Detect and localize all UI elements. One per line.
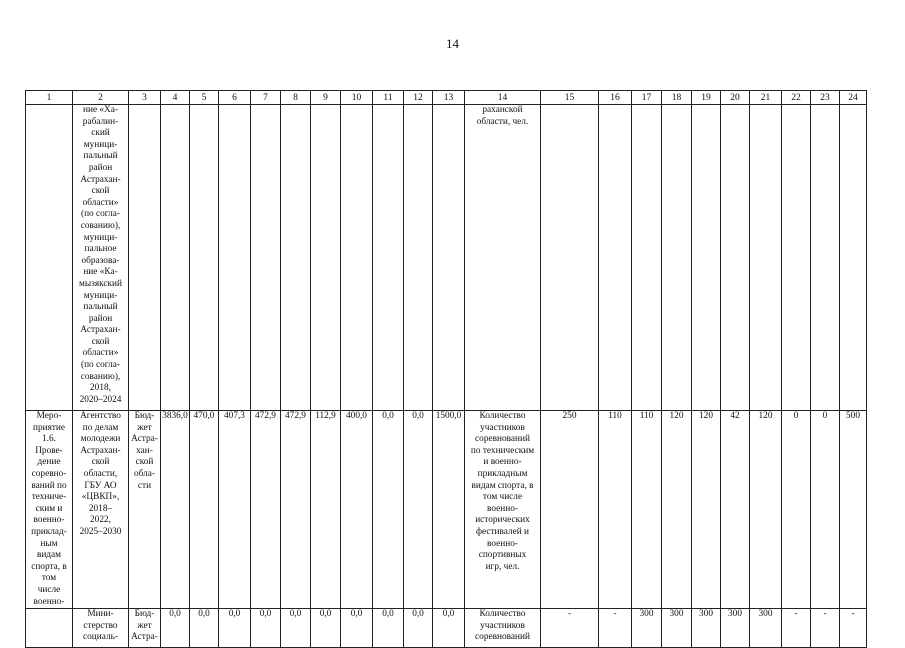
- column-header: 5: [190, 91, 219, 105]
- column-header: 9: [311, 91, 341, 105]
- target-cell: -: [811, 609, 840, 648]
- value-cell: 472,9: [281, 411, 311, 609]
- target-cell: -: [782, 609, 811, 648]
- target-cell: 300: [662, 609, 692, 648]
- column-header: 20: [721, 91, 750, 105]
- target-cell: 0: [811, 411, 840, 609]
- value-cell: 400,0: [341, 411, 373, 609]
- value-cell: 0,0: [404, 609, 433, 648]
- target-cell: [541, 105, 599, 411]
- table-row: [26, 411, 867, 609]
- value-cell: [311, 105, 341, 411]
- column-header: 21: [750, 91, 782, 105]
- source-cell: Бюд- жет Астра- хан- ской обла- сти: [129, 411, 161, 609]
- column-header: 13: [433, 91, 465, 105]
- target-cell: [840, 105, 867, 411]
- source-cell: [129, 105, 161, 411]
- target-cell: -: [840, 609, 867, 648]
- activity-cell: [26, 105, 73, 411]
- value-cell: [281, 105, 311, 411]
- value-cell: 0,0: [404, 411, 433, 609]
- target-cell: 0: [782, 411, 811, 609]
- value-cell: 0,0: [219, 609, 251, 648]
- column-header: 11: [373, 91, 404, 105]
- column-header: 4: [161, 91, 190, 105]
- column-header: 22: [782, 91, 811, 105]
- activity-cell: [26, 609, 73, 648]
- column-header: 3: [129, 91, 161, 105]
- column-header: 19: [692, 91, 721, 105]
- target-cell: 300: [632, 609, 662, 648]
- target-cell: 120: [662, 411, 692, 609]
- table-row: [26, 105, 867, 411]
- target-cell: [782, 105, 811, 411]
- column-header: 7: [251, 91, 281, 105]
- executor-cell: ние «Ха- рабалин- ский муници- пальный район Астрахан- ской области» (по согла- сованию), муници- пальное образова- ние «Ка- мызякский муници- пальный район Астрахан- ской области» (по согла- сованию), 2018, 2020–2024: [73, 105, 129, 411]
- value-cell: 0,0: [281, 609, 311, 648]
- target-cell: 300: [721, 609, 750, 648]
- target-cell: [692, 105, 721, 411]
- target-cell: 500: [840, 411, 867, 609]
- target-cell: [721, 105, 750, 411]
- header-row: [26, 91, 867, 105]
- source-cell: Бюд- жет Астра-: [129, 609, 161, 648]
- data-table: [25, 90, 867, 648]
- column-header: 16: [599, 91, 632, 105]
- value-cell: 0,0: [161, 609, 190, 648]
- indicator-cell: Количество участников соревнований по техническим и военно- прикладным видам спорта, в том числе военно- исторических фестивалей и военно- спортивных игр, чел.: [465, 411, 541, 609]
- value-cell: [373, 105, 404, 411]
- value-cell: [404, 105, 433, 411]
- value-cell: [341, 105, 373, 411]
- value-cell: [161, 105, 190, 411]
- value-cell: 1500,0: [433, 411, 465, 609]
- value-cell: 112,9: [311, 411, 341, 609]
- value-cell: [433, 105, 465, 411]
- target-cell: [811, 105, 840, 411]
- target-cell: [599, 105, 632, 411]
- target-cell: [750, 105, 782, 411]
- target-cell: 300: [750, 609, 782, 648]
- column-header: 6: [219, 91, 251, 105]
- indicator-cell: Количество участников соревнований: [465, 609, 541, 648]
- column-header: 15: [541, 91, 599, 105]
- column-header: 8: [281, 91, 311, 105]
- value-cell: 0,0: [251, 609, 281, 648]
- value-cell: 0,0: [433, 609, 465, 648]
- target-cell: [662, 105, 692, 411]
- column-header: 17: [632, 91, 662, 105]
- value-cell: 472,9: [251, 411, 281, 609]
- executor-cell: Мини- стерство социаль-: [73, 609, 129, 648]
- value-cell: 470,0: [190, 411, 219, 609]
- value-cell: [190, 105, 219, 411]
- target-cell: -: [599, 609, 632, 648]
- value-cell: 0,0: [341, 609, 373, 648]
- column-header: 10: [341, 91, 373, 105]
- value-cell: 0,0: [190, 609, 219, 648]
- value-cell: [251, 105, 281, 411]
- target-cell: 120: [692, 411, 721, 609]
- table-row: [26, 609, 867, 648]
- target-cell: 120: [750, 411, 782, 609]
- executor-cell: Агентство по делам молодежи Астрахан- ской области, ГБУ АО «ЦВКП», 2018– 2022, 2025–2030: [73, 411, 129, 609]
- column-header: 24: [840, 91, 867, 105]
- page-number: 14: [446, 36, 459, 51]
- indicator-cell: раханской области, чел.: [465, 105, 541, 411]
- target-cell: 250: [541, 411, 599, 609]
- column-header: 23: [811, 91, 840, 105]
- target-cell: 110: [599, 411, 632, 609]
- target-cell: 42: [721, 411, 750, 609]
- column-header: 1: [26, 91, 73, 105]
- activity-cell: Меро- приятие 1.6. Прове- дение соревно- ваний по техниче- ским и военно- приклад- ным видам спорта, в том числе военно-: [26, 411, 73, 609]
- target-cell: [632, 105, 662, 411]
- target-cell: -: [541, 609, 599, 648]
- column-header: 18: [662, 91, 692, 105]
- target-cell: 110: [632, 411, 662, 609]
- column-header: 2: [73, 91, 129, 105]
- target-cell: 300: [692, 609, 721, 648]
- column-header: 14: [465, 91, 541, 105]
- value-cell: 0,0: [311, 609, 341, 648]
- value-cell: 0,0: [373, 411, 404, 609]
- column-header: 12: [404, 91, 433, 105]
- value-cell: 0,0: [373, 609, 404, 648]
- value-cell: 407,3: [219, 411, 251, 609]
- value-cell: [219, 105, 251, 411]
- value-cell: 3836,0: [161, 411, 190, 609]
